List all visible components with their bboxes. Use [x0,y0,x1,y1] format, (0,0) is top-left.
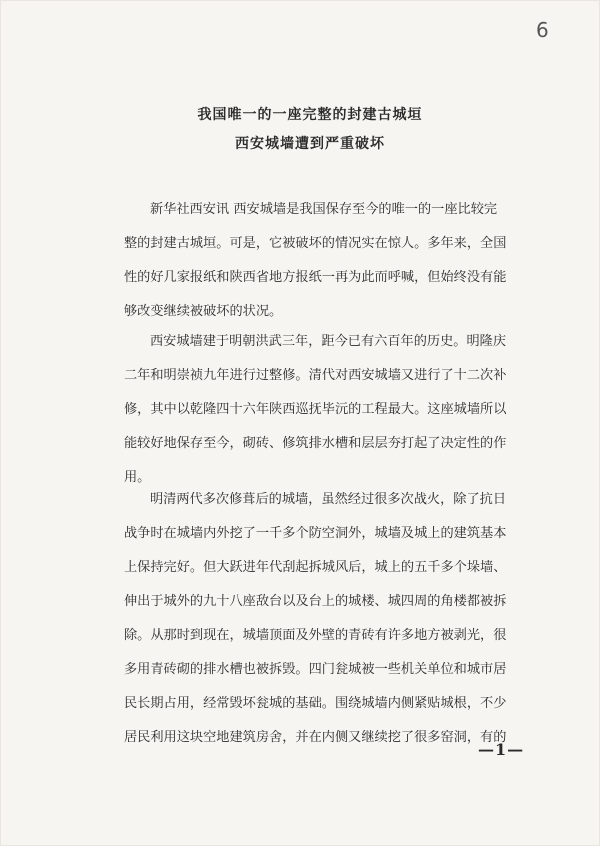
text-line: 明清两代多次修葺后的城墙，虽然经过很多次战火，除了抗日 [150,492,507,507]
text-line: 战争时在城墙内外挖了一千多个防空洞外，城墙及城上的建筑基本 [124,526,507,541]
text-line: 二年和明崇祯九年进行过整修。清代对西安城墙又进行了十二次补 [124,368,507,383]
text-line: 整的封建古城垣。可是，它被破坏的情况实在惊人。多年来，全国 [124,236,507,251]
text-line: 民长期占用，经常毁坏瓮城的基础。围绕城墙内侧紧贴城根，不少 [124,696,507,711]
text-line: 伸出于城外的九十八座敌台以及台上的城楼、城四周的角楼都被拆 [124,594,507,609]
paragraph-2 [124,325,544,495]
text-line: 西安城墙建于明朝洪武三年，距今已有六百年的历史。明隆庆 [150,334,507,349]
text-line: 性的好几家报纸和陕西省地方报纸一再为此而呼喊，但始终没有能 [124,270,507,285]
text-line: 修，其中以乾隆四十六年陕西巡抚毕沅的工程最大。这座城墙所以 [124,402,507,417]
text-line: 用。 [124,470,151,485]
text-line: 上保持完好。但大跃进年代刮起拆城风后，城上的五千多个垛墙、 [124,560,507,575]
text-line: 新华社西安讯 西安城墙是我国保存至今的唯一的一座比较完 [150,202,498,217]
text-line: 除。从那时到现在，城墙顶面及外壁的青砖有许多地方被剥光，很 [124,628,507,643]
paragraph-1 [124,193,544,329]
text-line: 能较好地保存至今，砌砖、修筑排水槽和层层夯打起了决定性的作 [124,436,507,451]
page-number: —1— [478,740,525,759]
text-line: 多用青砖砌的排水槽也被拆毁。四门瓮城被一些机关单位和城市居 [124,662,507,677]
handwritten-page-number: 6 [536,18,549,42]
text-line: 够改变继续被破坏的状况。 [124,304,283,319]
headline-line-2: 西安城墙遭到严重破坏 [235,136,385,152]
paragraph-3 [124,483,544,755]
text-line: 居民利用这块空地建筑房舍，并在内侧又继续挖了很多窑洞，有的 [124,730,507,745]
headline-line-1: 我国唯一的一座完整的封建古城垣 [197,107,423,123]
